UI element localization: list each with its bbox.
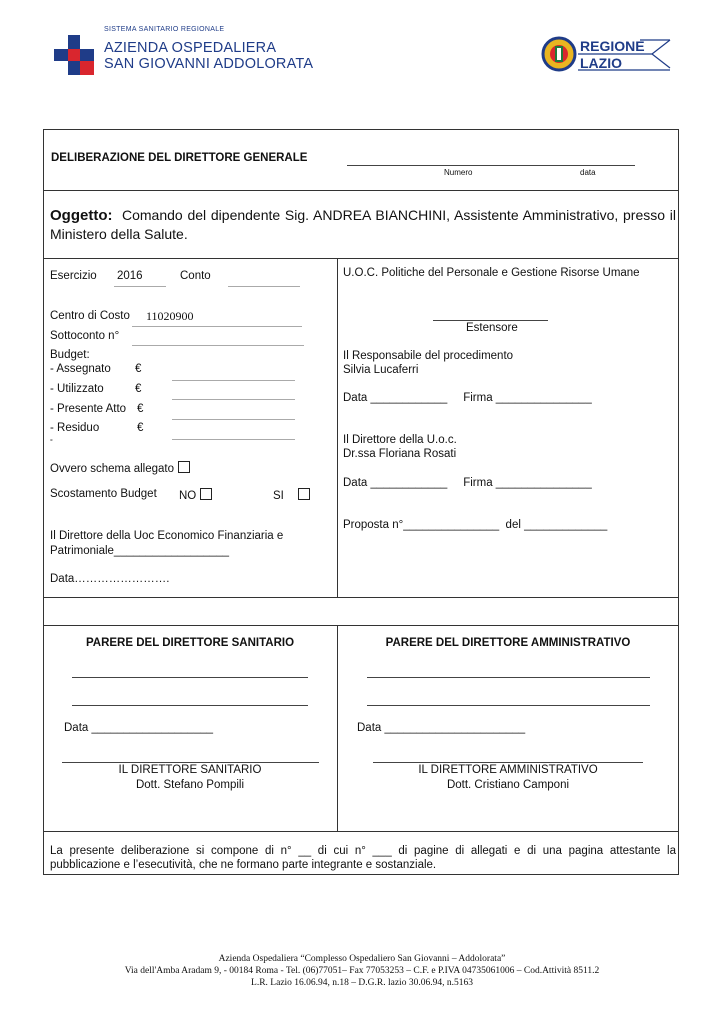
parere-amministrativo-line[interactable] xyxy=(367,677,650,678)
sottoconto-label: Sottoconto n° xyxy=(50,330,120,342)
degree-mark: ° xyxy=(50,439,53,446)
responsabile-label: Il Responsabile del procedimento xyxy=(343,350,514,362)
numero-label: Numero xyxy=(444,168,473,177)
assegnato-label: - Assegnato xyxy=(50,363,111,375)
org-name-line1: AZIENDA OSPEDALIERA xyxy=(104,40,277,56)
esercizio-label: Esercizio xyxy=(50,270,97,282)
oggetto-label: Oggetto: xyxy=(50,207,113,224)
no-checkbox[interactable] xyxy=(200,488,212,500)
region-name-line1: REGIONE xyxy=(580,38,645,54)
centro-line xyxy=(132,326,302,327)
centro-label: Centro di Costo xyxy=(50,310,130,322)
composition-note: La presente deliberazione si compone di n° __ di cui n° ___ di pagine di allegati e di una pagina attestante la pubblicazione e l’esecutività, che ne formano parte integrante e sostanziale. xyxy=(50,845,676,871)
utilizzato-label: - Utilizzato xyxy=(50,383,104,395)
si-checkbox[interactable] xyxy=(298,488,310,500)
presente-label: - Presente Atto xyxy=(50,403,127,415)
divider xyxy=(43,597,679,598)
divider xyxy=(337,625,338,831)
euro-sign: € xyxy=(135,363,142,375)
hospital-cross-logo xyxy=(54,35,94,75)
oggetto xyxy=(50,206,676,243)
divider xyxy=(43,831,679,832)
system-label: SISTEMA SANITARIO REGIONALE xyxy=(104,26,225,33)
schema-checkbox[interactable] xyxy=(178,461,190,473)
divider xyxy=(43,258,679,259)
sanitario-role: IL DIRETTORE SANITARIO xyxy=(118,764,262,776)
uoc-title: U.O.C. Politiche del Personale e Gestione Risorse Umane xyxy=(343,267,640,279)
direttore-data-firma[interactable]: Data ____________ Firma _______________ xyxy=(343,477,592,489)
sanitario-signature-line[interactable] xyxy=(62,762,319,763)
presente-field[interactable] xyxy=(172,419,295,420)
no-option xyxy=(179,488,212,502)
residuo-label: - Residuo xyxy=(50,422,100,434)
conto-label: Conto xyxy=(180,270,211,282)
conto-field[interactable] xyxy=(228,286,300,287)
divider xyxy=(43,190,679,191)
oggetto-text: Comando del dipendente Sig. ANDREA BIANCHINI, Assistente Amministrativo, presso il Ministero della Salute. xyxy=(50,207,677,242)
schema-allegato xyxy=(50,461,190,475)
sottoconto-field[interactable] xyxy=(132,345,304,346)
estensore-label: Estensore xyxy=(466,322,518,334)
esercizio-value[interactable]: 2016 xyxy=(117,270,143,282)
divider xyxy=(43,625,679,626)
direttore-name: Dr.ssa Floriana Rosati xyxy=(343,448,457,460)
estensore-field[interactable] xyxy=(433,320,548,321)
euro-sign: € xyxy=(135,383,142,395)
utilizzato-field[interactable] xyxy=(172,399,295,400)
parere-sanitario-data[interactable]: Data ___________________ xyxy=(64,722,214,734)
si-option xyxy=(273,488,310,502)
footer-line2: Via dell'Amba Aradam 9, - 00184 Roma - Tel. (06)77051– Fax 77053253 – C.F. e P.IVA 04735061006 – Cod.Attività 8511.2 xyxy=(124,966,600,976)
org-name-line2: SAN GIOVANNI ADDOLORATA xyxy=(104,56,314,72)
residuo-field[interactable] xyxy=(172,439,295,440)
no-label: NO xyxy=(179,490,197,502)
euro-sign: € xyxy=(137,422,144,434)
amministrativo-name: Dott. Cristiano Camponi xyxy=(446,779,570,791)
parere-sanitario-line[interactable] xyxy=(72,705,308,706)
schema-label: Ovvero schema allegato xyxy=(50,463,175,475)
euro-sign: € xyxy=(137,403,144,415)
esercizio-line xyxy=(114,286,166,287)
delibera-title: DELIBERAZIONE DEL DIRETTORE GENERALE xyxy=(51,152,308,164)
numero-data-field[interactable] xyxy=(347,165,635,166)
parere-sanitario-title: PARERE DEL DIRETTORE SANITARIO xyxy=(85,637,295,649)
region-crest-logo xyxy=(541,36,577,72)
direttore-label: Il Direttore della U.o.c. xyxy=(343,434,457,446)
data-label: data xyxy=(580,168,596,177)
parere-amministrativo-line[interactable] xyxy=(367,705,650,706)
si-label: SI xyxy=(273,490,284,502)
region-name-line2: LAZIO xyxy=(580,55,622,71)
assegnato-field[interactable] xyxy=(172,380,295,381)
parere-amministrativo-title: PARERE DEL DIRETTORE AMMINISTRATIVO xyxy=(385,637,631,649)
sanitario-name: Dott. Stefano Pompili xyxy=(135,779,245,791)
responsabile-data-firma[interactable]: Data ____________ Firma _______________ xyxy=(343,392,592,404)
left-data-field[interactable]: Data……………………. xyxy=(50,573,170,585)
direttore-uoc-line2[interactable]: Patrimoniale__________________ xyxy=(50,545,230,557)
parere-amministrativo-data[interactable]: Data ______________________ xyxy=(357,722,526,734)
amministrativo-role: IL DIRETTORE AMMINISTRATIVO xyxy=(418,764,598,776)
parere-sanitario-line[interactable] xyxy=(72,677,308,678)
responsabile-name: Silvia Lucaferri xyxy=(343,364,419,376)
direttore-uoc-line1: Il Direttore della Uoc Economico Finanziaria e xyxy=(50,530,284,542)
centro-value[interactable]: 11020900 xyxy=(146,309,194,323)
budget-label: Budget: xyxy=(50,349,90,361)
scostamento-label: Scostamento Budget xyxy=(50,488,157,500)
amministrativo-signature-line[interactable] xyxy=(373,762,643,763)
footer-line3: L.R. Lazio 16.06.94, n.18 – D.G.R. lazio 30.06.94, n.5163 xyxy=(251,978,473,988)
region-stripe-icon xyxy=(578,36,674,72)
footer-line1: Azienda Ospedaliera “Complesso Ospedaliero San Giovanni – Addolorata” xyxy=(218,954,506,964)
proposta-field[interactable]: Proposta n°_______________ del _____________ xyxy=(343,519,608,531)
divider xyxy=(337,258,338,597)
